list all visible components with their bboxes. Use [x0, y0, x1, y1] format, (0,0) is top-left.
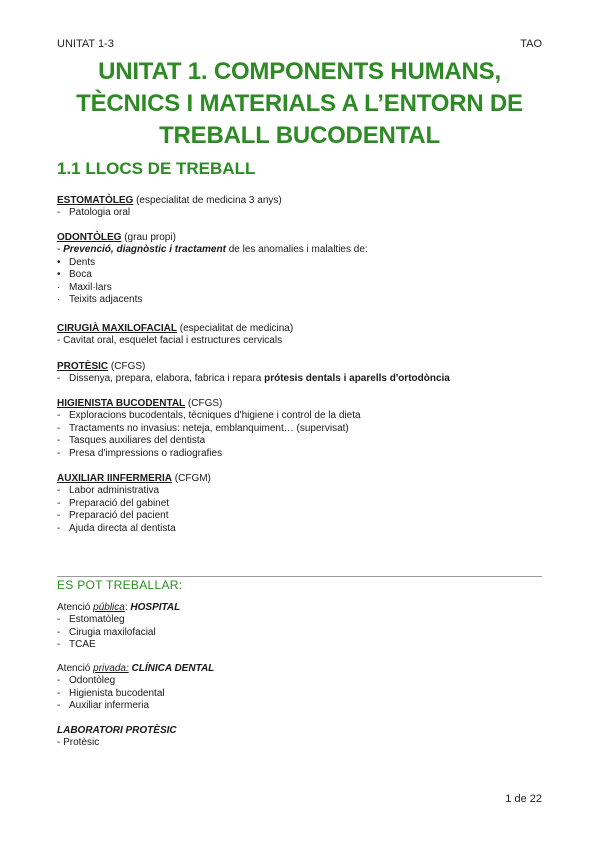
- role-desc: (especialitat de medicina 3 anys): [133, 195, 282, 206]
- sector-label: pública: [93, 602, 125, 613]
- list-item: Tasques auxiliares del dentista: [69, 435, 206, 447]
- role-name: PROTÈSIC: [57, 361, 109, 372]
- list-item: Exploracions bucodentals, tècniques d'higiene i control de la dieta: [69, 410, 361, 422]
- section-divider: [57, 576, 542, 577]
- role-name: AUXILIAR IINFERMERIA: [57, 473, 172, 484]
- role-desc: (grau propi): [121, 232, 176, 243]
- role-estomatoleg: ESTOMATÒLEG (especialitat de medicina 3 anys) - Patologia oral: [57, 195, 282, 219]
- list-item: Dents: [69, 256, 96, 268]
- list-item: Patologia oral: [69, 207, 131, 219]
- document-title: [40, 56, 559, 152]
- title-line-1: UNITAT 1. COMPONENTS HUMANS,: [98, 58, 501, 85]
- running-header-left: UNITAT 1-3: [57, 38, 114, 50]
- list-item: TCAE: [69, 639, 96, 651]
- role-desc: (CFGM): [172, 473, 211, 484]
- list-item: - Cavitat oral, esquelet facial i estructures cervicals: [57, 335, 283, 347]
- role-name: CIRUGIÀ MAXILOFACIAL: [57, 323, 177, 334]
- role-auxiliar: AUXILIAR IINFERMERIA (CFGM) - Labor administrativa - Preparació del gabinet - Preparació del pacient - Ajuda directa al dentista: [57, 473, 211, 534]
- list-item: Boca: [69, 269, 92, 281]
- role-name: ESTOMATÒLEG: [57, 195, 134, 206]
- role-name: HIGIENISTA BUCODENTAL: [57, 398, 186, 409]
- page-number: 1 de 22: [505, 793, 542, 805]
- title-line-2: TÈCNICS I MATERIALS A L’ENTORN DE: [76, 90, 523, 117]
- role-higienista: HIGIENISTA BUCODENTAL (CFGS) - Exploracions bucodentals, tècniques d'higiene i control de la dieta - Tractaments no invasius: neteja, emblanquiment… (supervisat) - Tasques auxiliares del dentista - Presa d'impressions o radiografies: [57, 398, 361, 459]
- list-item: Preparació del pacient: [69, 510, 169, 522]
- workplace-name: CLÍNICA DENTAL: [131, 663, 215, 674]
- workplace-laboratori: [57, 725, 557, 750]
- section-heading: 1.1 LLOCS DE TREBALL: [57, 159, 256, 178]
- subsection-heading: ES POT TREBALLAR:: [57, 578, 183, 592]
- role-desc: (CFGS): [108, 361, 146, 372]
- role-name: ODONTÒLEG: [57, 232, 122, 243]
- workplace-name: LABORATORI PROTÈSIC: [57, 725, 177, 736]
- list-item: Higienista bucodental: [69, 687, 165, 699]
- role-odontoleg: ODONTÒLEG (grau propi) - Prevenció, diagnòstic i tractament de les anomalies i malalties de: • Dents • Boca · Maxil·lars · Teixits adjacents: [57, 232, 368, 306]
- role-desc: (especialitat de medicina): [177, 323, 294, 334]
- list-item: - Protèsic: [57, 737, 100, 749]
- list-item: Cirugia maxilofacial: [69, 626, 156, 638]
- list-item: Auxiliar infermeria: [69, 700, 150, 712]
- list-item: Odontòleg: [69, 675, 116, 687]
- running-header-right: TAO: [520, 38, 542, 50]
- list-item: Maxil·lars: [69, 281, 112, 293]
- list-item: Labor administrativa: [69, 485, 160, 497]
- role-desc: (CFGS): [185, 398, 223, 409]
- emphasis-text: Prevenció, diagnòstic i tractament: [63, 244, 226, 256]
- workplace-privada: Atenció privada: CLÍNICA DENTAL - Odontòleg - Higienista bucodental - Auxiliar infermeria: [57, 663, 215, 712]
- workplace-publica: Atenció pública: HOSPITAL - Estomatòleg - Cirugia maxilofacial - TCAE: [57, 602, 181, 651]
- list-item: Preparació del gabinet: [69, 497, 170, 509]
- list-item: Presa d'impressions o radiografies: [69, 447, 223, 459]
- list-item: Ajuda directa al dentista: [69, 522, 176, 534]
- workplace-name: HOSPITAL: [130, 602, 181, 613]
- emphasis-text: prótesis dentals i aparells d'ortodòncia: [264, 373, 450, 385]
- sector-label: privada:: [93, 663, 129, 674]
- list-item: Teixits adjacents: [69, 294, 143, 306]
- title-line-3: TREBALL BUCODENTAL: [159, 122, 440, 149]
- list-item: Estomatòleg: [69, 614, 125, 626]
- list-item: Tractaments no invasius: neteja, emblanquiment… (supervisat): [69, 422, 349, 434]
- role-cirurgia: [57, 323, 557, 348]
- role-protesic: PROTÈSIC (CFGS) - Dissenya, prepara, elabora, fabrica i repara prótesis dentals i aparells d'ortodòncia: [57, 361, 450, 385]
